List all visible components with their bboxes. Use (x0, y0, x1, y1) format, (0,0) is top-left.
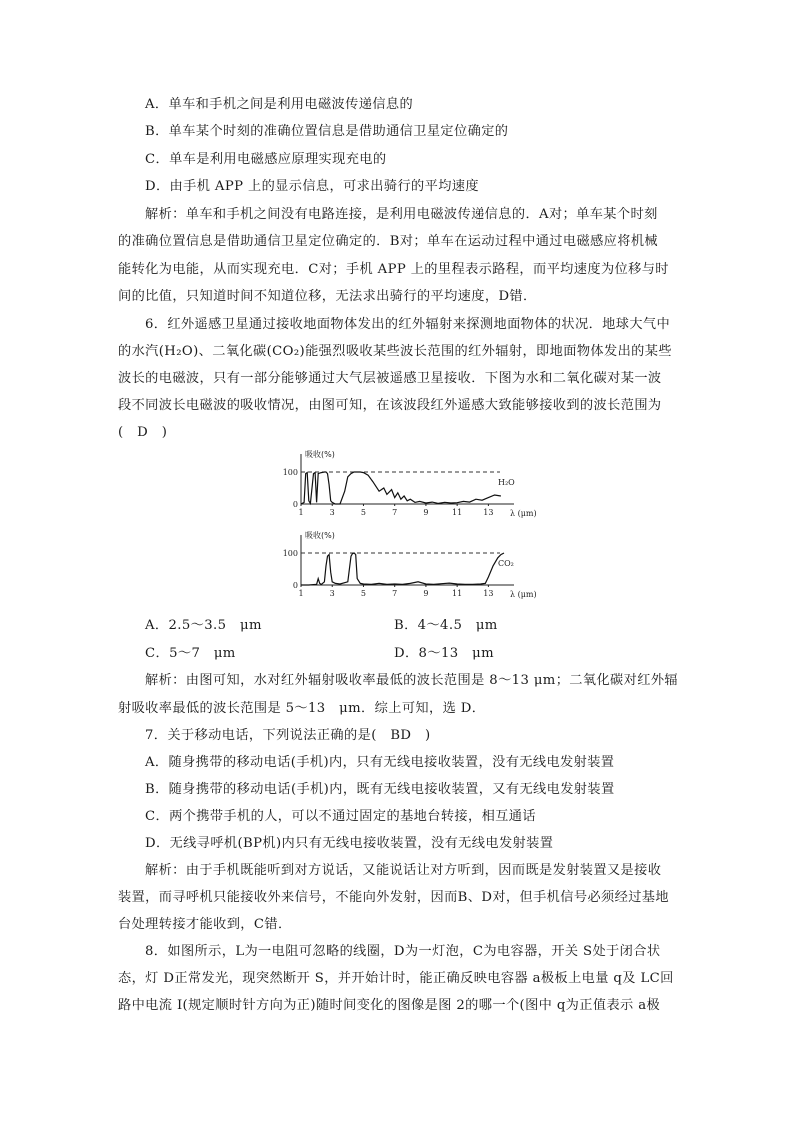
question-6-line3: 波长的电磁波，只有一部分能够通过大气层被遥感卫星接收．下图为水和二氧化碳对某一波 (118, 371, 662, 386)
analysis-5-line4: 间的比值，只知道时间不知道位移，无法求出骑行的平均速度，D错． (118, 289, 537, 304)
option-7b: B．随身携带的移动电话(手机)内，既有无线电接收装置，又有无线电发射装置 (145, 782, 615, 797)
analysis-5-line1: 解析：单车和手机之间没有电路连接，是利用电磁波传递信息的．A对；单车某个时刻 (145, 207, 658, 222)
x-tick-label: 3 (329, 589, 335, 598)
h2o-absorption-chart (280, 448, 540, 528)
question-6-answer: ( D ) (118, 425, 168, 440)
co2-chart-svg (280, 529, 540, 609)
analysis-7-line1: 解析：由于手机既能听到对方说话，又能说话让对方听到，因而既是发射装置又是接收 (145, 863, 662, 878)
y-tick-label: 100 (282, 468, 298, 477)
h2o-chart-svg (280, 448, 540, 528)
option-5c: C．单车是利用电磁感应原理实现充电的 (145, 152, 387, 167)
x-tick-label: 1 (298, 589, 304, 598)
chart-title: 吸收(%) (305, 531, 335, 540)
co2-absorption-chart (280, 529, 540, 609)
question-7: 7．关于移动电话，下列说法正确的是( BD ) (145, 728, 431, 743)
y-tick-label: 0 (292, 581, 298, 590)
option-7d: D．无线寻呼机(BP机)内只有无线电接收装置，没有无线电发射装置 (145, 836, 554, 851)
x-tick-label: 1 (298, 508, 304, 517)
question-8-line1: 8．如图所示，L为一电阻可忽略的线圈，D为一灯泡，C为电容器，开关 S处于闭合状 (145, 944, 661, 959)
analysis-5-line3: 能转化为电能，从而实现充电．C对；手机 APP 上的里程表示路程，而平均速度为位移与时 (118, 262, 669, 277)
series-label: CO₂ (498, 558, 514, 568)
option-5a: A．单车和手机之间是利用电磁波传递信息的 (145, 97, 414, 112)
analysis-6-line1: 解析：由图可知，水对红外辐射吸收率最低的波长范围是 8～13 μm；二氧化碳对红外辐 (145, 673, 678, 688)
x-tick-label: 5 (360, 589, 367, 598)
option-5d: D．由手机 APP 上的显示信息，可求出骑行的平均速度 (145, 179, 479, 194)
analysis-7-line2: 装置，而寻呼机只能接收外来信号，不能向外发射，因而B、D对，但手机信号必须经过基地 (118, 890, 669, 905)
series-label: H₂O (498, 477, 515, 487)
x-tick-label: 5 (360, 508, 367, 517)
option-5b: B．单车某个时刻的准确位置信息是借助通信卫星定位确定的 (145, 124, 509, 139)
analysis-6-line2: 射吸收率最低的波长范围是 5～13 μm．综上可知，选 D． (118, 701, 486, 716)
chart-title: 吸收(%) (305, 450, 335, 459)
series-line (301, 472, 501, 504)
option-7c: C．两个携带手机的人，可以不通过固定的基地台转接，相互通话 (145, 809, 536, 824)
option-6c: C．5～7 μm (145, 646, 236, 661)
option-7a: A．随身携带的移动电话(手机)内，只有无线电接收装置，没有无线电发射装置 (145, 755, 615, 770)
question-6-line4: 段不同波长电磁波的吸收情况，由图可知，在该波段红外遥感大致能够接收到的波长范围为 (118, 398, 662, 413)
question-6-line2: 的水汽(H₂O)、二氧化碳(CO₂)能强烈吸收某些波长范围的红外辐射，即地面物体发出的某些 (118, 344, 672, 359)
question-6-line1: 6．红外遥感卫星通过接收地面物体发出的红外辐射来探测地面物体的状况．地球大气中 (145, 317, 671, 332)
question-8-line2: 态，灯 D正常发光，现突然断开 S，并开始计时，能正确反映电容器 a极板上电量 q及 LC回 (118, 971, 674, 986)
option-6b: B．4～4.5 μm (394, 618, 498, 633)
x-axis-label: λ (μm) (510, 590, 537, 599)
x-tick-label: 3 (329, 508, 335, 517)
x-tick-label: 13 (483, 508, 494, 517)
x-tick-label: 11 (452, 508, 463, 517)
analysis-7-line3: 台处理转接才能收到，C错． (118, 917, 292, 932)
question-8-line3: 路中电流 I(规定顺时针方向为正)随时间变化的图像是图 2的哪一个(图中 q为正值表示 a极 (118, 998, 661, 1013)
x-tick-label: 11 (452, 589, 463, 598)
option-6d: D．8～13 μm (394, 646, 494, 661)
x-tick-label: 7 (392, 508, 398, 517)
x-tick-label: 9 (423, 508, 429, 517)
option-6a: A．2.5～3.5 μm (145, 618, 262, 633)
analysis-5-line2: 的准确位置信息是借助通信卫星定位确定的．B对；单车在运动过程中通过电磁感应将机械 (118, 234, 658, 249)
x-axis-label: λ (μm) (510, 509, 537, 518)
x-tick-label: 9 (423, 589, 429, 598)
y-tick-label: 0 (292, 500, 298, 509)
x-tick-label: 13 (483, 589, 494, 598)
x-tick-label: 7 (392, 589, 398, 598)
y-tick-label: 100 (282, 549, 298, 558)
series-line (301, 553, 504, 585)
